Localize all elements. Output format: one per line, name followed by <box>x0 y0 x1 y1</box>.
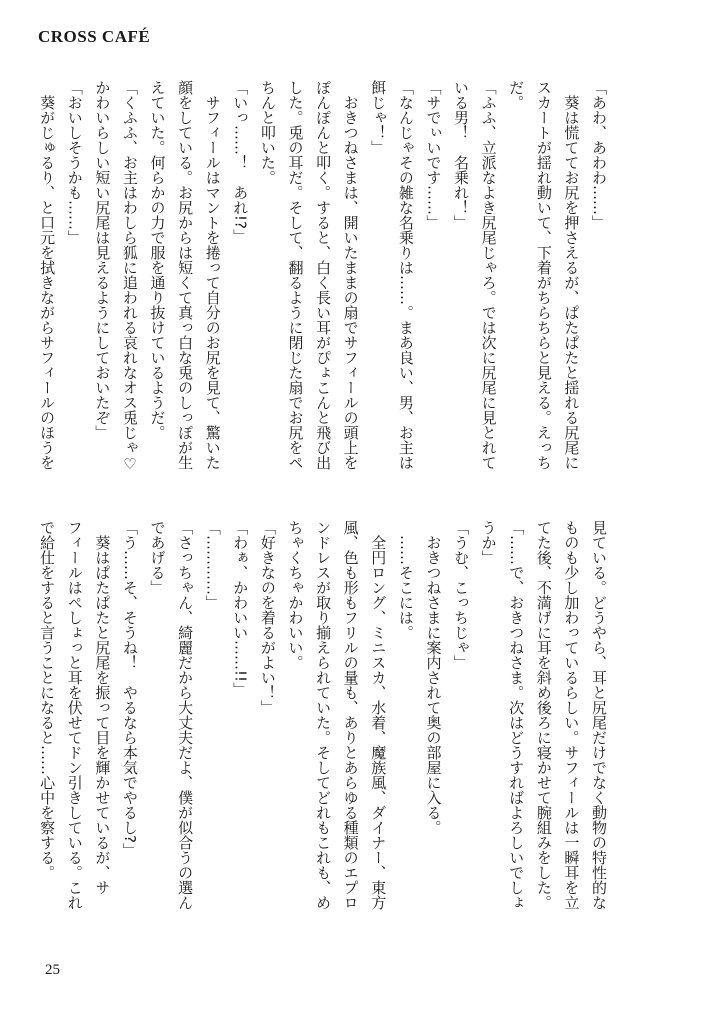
text-line: フィールはぺしょっと耳を伏せてドン引きしている。これ <box>65 520 84 910</box>
text-line: 餌じゃ！」 <box>369 80 388 155</box>
text-line: 「さっちゃん、綺麗だから大丈夫だよ、僕が似合うの選ん <box>176 520 195 910</box>
running-header: CROSS CAFÉ <box>38 27 151 46</box>
text-line: ……そこには。 <box>396 520 415 640</box>
text-line: いる男！ 名乗れ！」 <box>452 80 471 230</box>
text-line: おきつねさまに案内されて奥の部屋に入る。 <box>424 520 443 835</box>
text-line: 「いっ……！ あれ!?」 <box>231 80 250 244</box>
text-line: 「ふふ、立派なよき尻尾じゃろ。では次に尻尾に見とれて <box>479 80 498 470</box>
text-line: 全円ロング、ミニスカ、水着、魔族風、ダイナー、東方 <box>369 520 388 910</box>
text-line: で給仕をすると言うことになると……心中を察する。 <box>38 520 57 880</box>
text-line: だ。 <box>507 80 526 110</box>
text-line: 葵は慌ててお尻を押さえるが、ぱたぱたと揺れる尻尾に <box>562 80 581 470</box>
text-line: うか」 <box>479 520 498 565</box>
upper-text-block <box>33 80 612 505</box>
page-number: 25 <box>45 962 60 978</box>
text-line: ちんと叩いた。 <box>258 80 277 185</box>
text-line: 「わぁ、かわいい……!!」 <box>231 520 250 698</box>
text-line: ちゃくちゃかわいい。 <box>286 520 305 670</box>
text-line: 「おいしそうかも……」 <box>65 80 84 245</box>
text-line: 「好きなのを着るがよい！」 <box>258 520 277 715</box>
text-line: スカートが揺れ動いて、下着がちらちらと見える。えっち <box>534 80 553 470</box>
text-line: ものも少し加わっているらしい。サフィールは一瞬耳を立 <box>562 520 581 910</box>
text-line: ンドレスが取り揃えられていた。そしてどれもこれも、め <box>314 520 333 910</box>
text-line: 「あわ、あわわ……」 <box>590 80 608 230</box>
text-line: 見ている。どうやら、耳と尻尾だけでなく動物の特性的な <box>590 520 608 910</box>
text-line: 「サでぃいです……」 <box>424 80 443 230</box>
text-line: 「くふふ、お主はわしら狐に追われる哀れなオス兎じゃ♡ <box>120 80 139 473</box>
text-line: 顔をしている。お尻からは短くて真っ白な兎のしっぽが生 <box>176 80 195 470</box>
text-line: かわいらしい短い尻尾は見えるようにしておいたぞ」 <box>93 80 112 440</box>
text-line: した。兎の耳だ。そして、翻るように閉じた扇でお尻をペ <box>286 80 305 470</box>
text-line: おきつねさまは、開いたままの扇でサフィールの頭上を <box>341 80 360 470</box>
text-line: 「……で、おきつねさま。次はどうすればよろしいでしょ <box>507 520 526 910</box>
lower-text-block <box>33 520 612 945</box>
text-line: 風、色も形もフリルの量も、ありとあらゆる種類のエプロ <box>341 520 360 910</box>
text-line: 「う……そ、そうね！ やるなら本気でやるし?」 <box>120 520 139 858</box>
text-line: えていた。何らかの力で服を通り抜けているようだ。 <box>148 80 167 440</box>
text-line: サフィールはマントを捲って自分のお尻を見て、驚いた <box>203 80 222 470</box>
text-line: 「…………」 <box>203 520 222 610</box>
text-line: 葵がじゅるり、と口元を拭きながらサフィールのほうを <box>38 80 57 470</box>
text-line: 葵はぱたぱたと尻尾を振って目を輝かせているが、サ <box>93 520 112 895</box>
text-line: 「なんじゃその雑な名乗りは……。まあ良い、男、お主は <box>396 80 415 470</box>
text-line: であげる」 <box>148 520 167 595</box>
text-line: 「うむ、こっちじゃ」 <box>452 520 471 670</box>
text-line: てた後、不満げに耳を斜め後ろに寝かせて腕組みをした。 <box>534 520 553 910</box>
text-line: ぽんぽんと叩く。すると、白く長い耳がぴょこんと飛び出 <box>314 80 333 470</box>
